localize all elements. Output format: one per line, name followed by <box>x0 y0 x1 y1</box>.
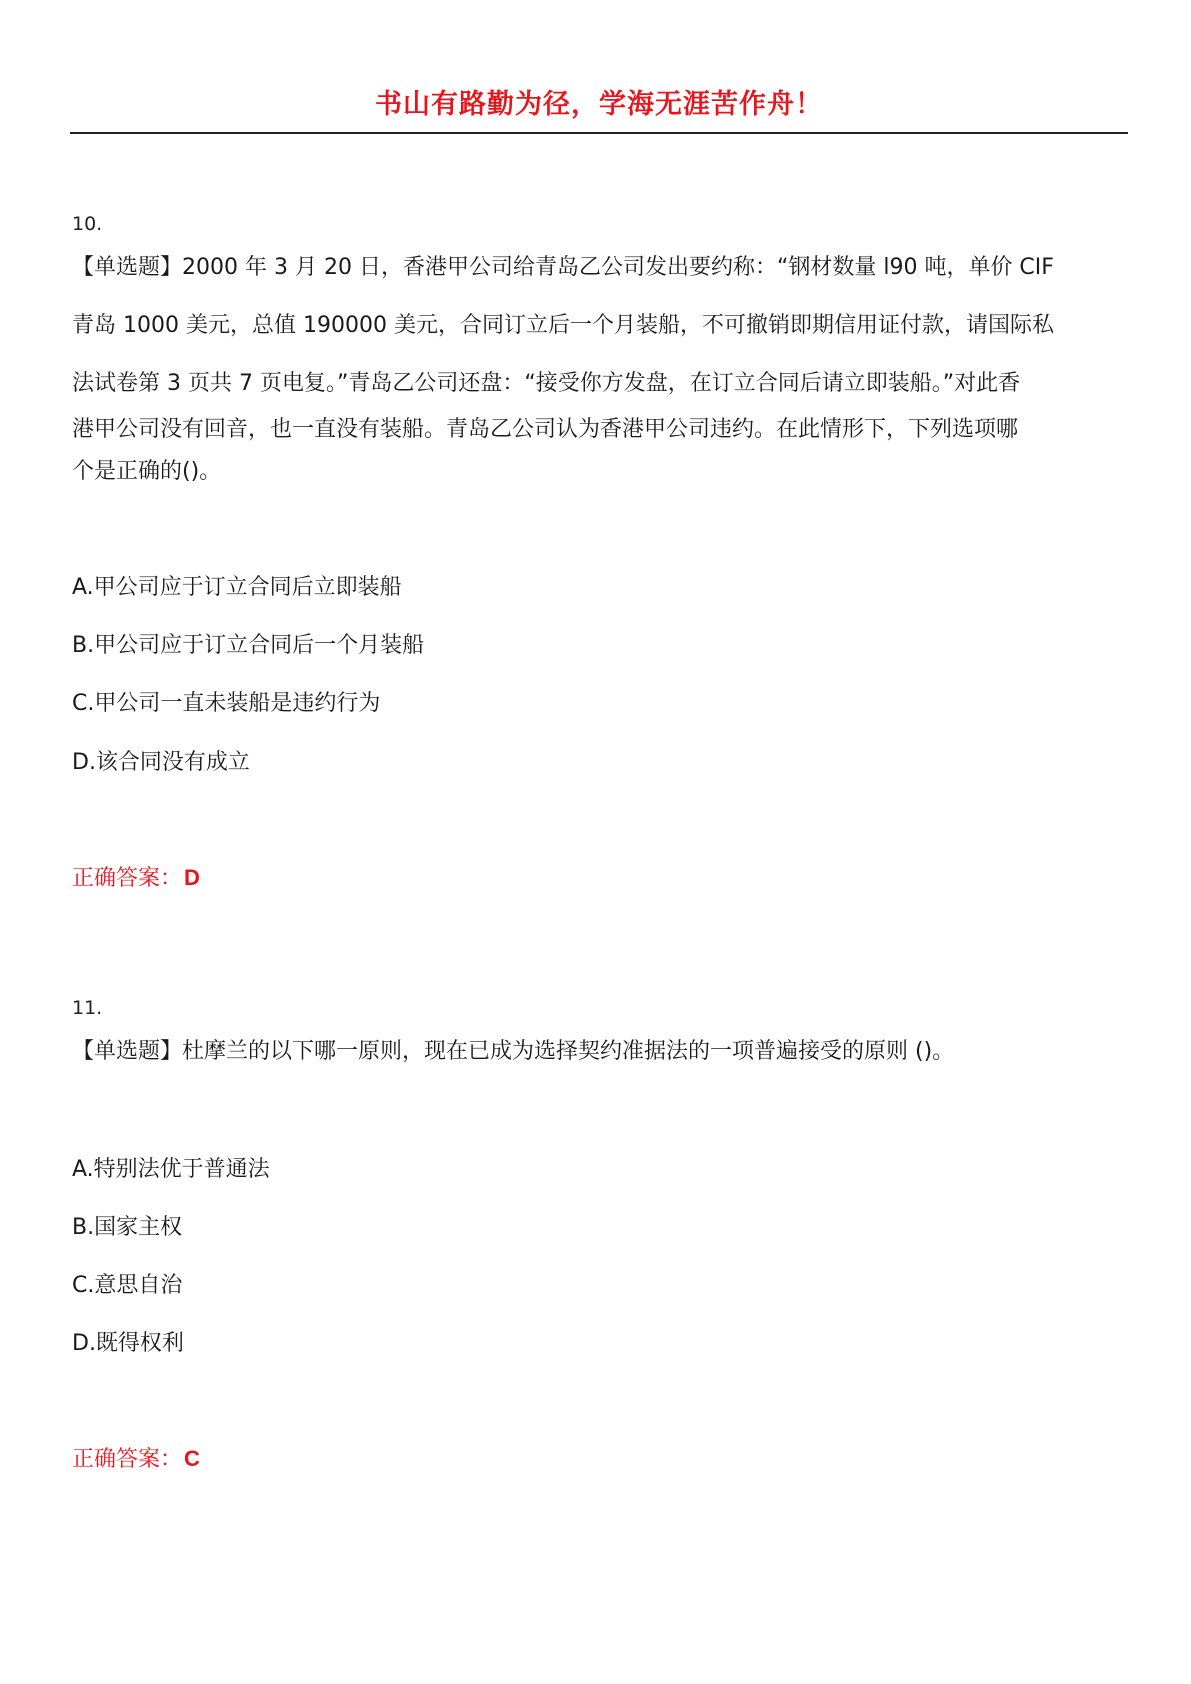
question-number: 10. <box>72 213 103 235</box>
option-c: C.甲公司一直未装船是违约行为 <box>72 691 381 716</box>
option-b: B.甲公司应于订立合同后一个月装船 <box>72 633 425 658</box>
motto-title: 书山有路勤为径，学海无涯苦作舟！ <box>375 89 823 120</box>
question-line: 港甲公司没有回音，也一直没有装船。青岛乙公司认为香港甲公司违约。在此情形下，下列选项哪 <box>72 417 1019 442</box>
question-line: 【单选题】杜摩兰的以下哪一原则，现在已成为选择契约准据法的一项普遍接受的原则 ()。 <box>72 1039 955 1064</box>
page-header <box>70 72 1128 134</box>
answer-label: 正确答案： <box>72 866 183 891</box>
question-line: 青岛 1000 美元，总值 190000 美元，合同订立后一个月装船，不可撤销即期信用证付款，请国际私 <box>72 313 1054 338</box>
answer-value: C <box>184 1446 200 1471</box>
question-line: 法试卷第 3 页共 7 页电复。”青岛乙公司还盘：“接受你方发盘，在订立合同后请立即装船。”对此香 <box>72 371 1021 396</box>
answer-label: 正确答案： <box>72 1447 183 1472</box>
correct-answer <box>72 861 200 892</box>
option-c: C.意思自治 <box>72 1273 183 1298</box>
question-text <box>72 250 1130 494</box>
question-number: 11. <box>72 997 103 1019</box>
correct-answer <box>72 1442 200 1473</box>
option-a: A.特别法优于普通法 <box>72 1157 270 1182</box>
option-b: B.国家主权 <box>72 1215 183 1240</box>
question-text <box>72 1034 1130 1065</box>
question-line: 个是正确的()。 <box>72 459 222 484</box>
answer-value: D <box>184 865 200 890</box>
option-d: D.该合同没有成立 <box>72 750 250 775</box>
question-line: 【单选题】2000 年 3 月 20 日，香港甲公司给青岛乙公司发出要约称：“钢材数量 l90 吨，单价 CIF <box>72 255 1054 280</box>
option-d: D.既得权利 <box>72 1331 184 1356</box>
option-a: A.甲公司应于订立合同后立即装船 <box>72 575 402 600</box>
